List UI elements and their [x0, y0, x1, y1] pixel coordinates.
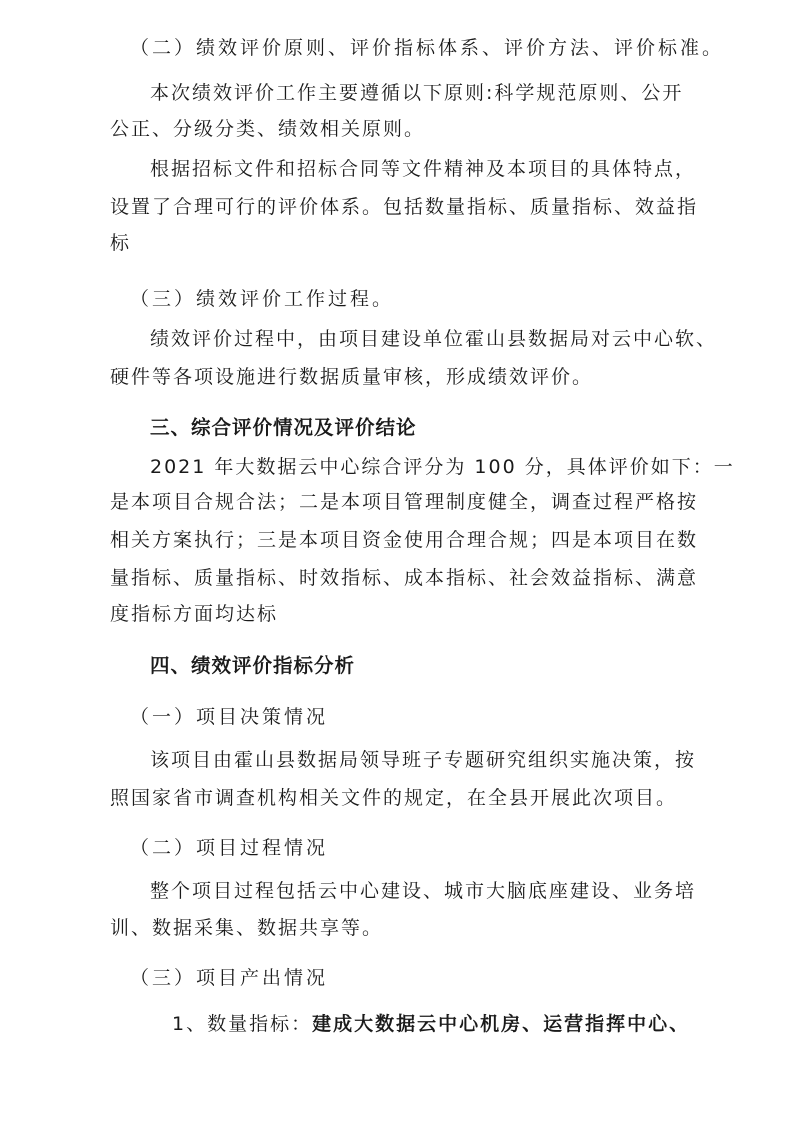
- paragraph-line: 2021 年大数据云中心综合评分为 100 分，具体评价如下：一: [150, 456, 735, 478]
- indicator-line: [172, 1012, 690, 1036]
- subsection-heading: （三）绩效评价工作过程。: [130, 288, 395, 310]
- paragraph-line: 度指标方面均达标: [110, 603, 279, 625]
- paragraph-line: 标: [110, 232, 132, 254]
- paragraph-line: 照国家省市调查机构相关文件的规定，在全县开展此次项目。: [110, 787, 678, 809]
- paragraph-line: 绩效评价过程中，由项目建设单位霍山县数据局对云中心软、: [150, 328, 718, 350]
- paragraph-line: 该项目由霍山县数据局领导班子专题研究组织实施决策，按: [150, 749, 697, 771]
- paragraph-line: 设置了合理可行的评价体系。包括数量指标、质量指标、效益指: [110, 196, 699, 218]
- indicator-emphasis: 建成大数据云中心机房、运营指挥中心、: [312, 1013, 691, 1035]
- paragraph-line: 公正、分级分类、绩效相关原则。: [110, 118, 426, 140]
- paragraph-line: 是本项目合规合法；二是本项目管理制度健全，调查过程严格按: [110, 491, 699, 513]
- paragraph-line: 整个项目过程包括云中心建设、城市大脑底座建设、业务培: [150, 880, 697, 902]
- subsection-heading: （二）绩效评价原则、评价指标体系、评价方法、评价标准。: [130, 37, 725, 59]
- subsection-heading: （二）项目过程情况: [130, 837, 329, 859]
- paragraph-line: 量指标、质量指标、时效指标、成本指标、社会效益指标、满意: [110, 567, 699, 589]
- section-heading: 四、绩效评价指标分析: [150, 654, 356, 677]
- paragraph-line: 根据招标文件和招标合同等文件精神及本项目的具体特点，: [150, 158, 697, 180]
- paragraph-line: 硬件等各项设施进行数据质量审核，形成绩效评价。: [110, 366, 594, 388]
- indicator-label: 1、数量指标：: [172, 1013, 313, 1035]
- paragraph-line: 相关方案执行；三是本项目资金使用合理合规；四是本项目在数: [110, 529, 699, 551]
- subsection-heading: （一）项目决策情况: [130, 706, 329, 728]
- section-heading: 三、综合评价情况及评价结论: [150, 416, 417, 439]
- subsection-heading: （三）项目产出情况: [130, 967, 329, 989]
- paragraph-line: 本次绩效评价工作主要遵循以下原则:科学规范原则、公开: [150, 82, 684, 104]
- paragraph-line: 训、数据采集、数据共享等。: [110, 917, 384, 939]
